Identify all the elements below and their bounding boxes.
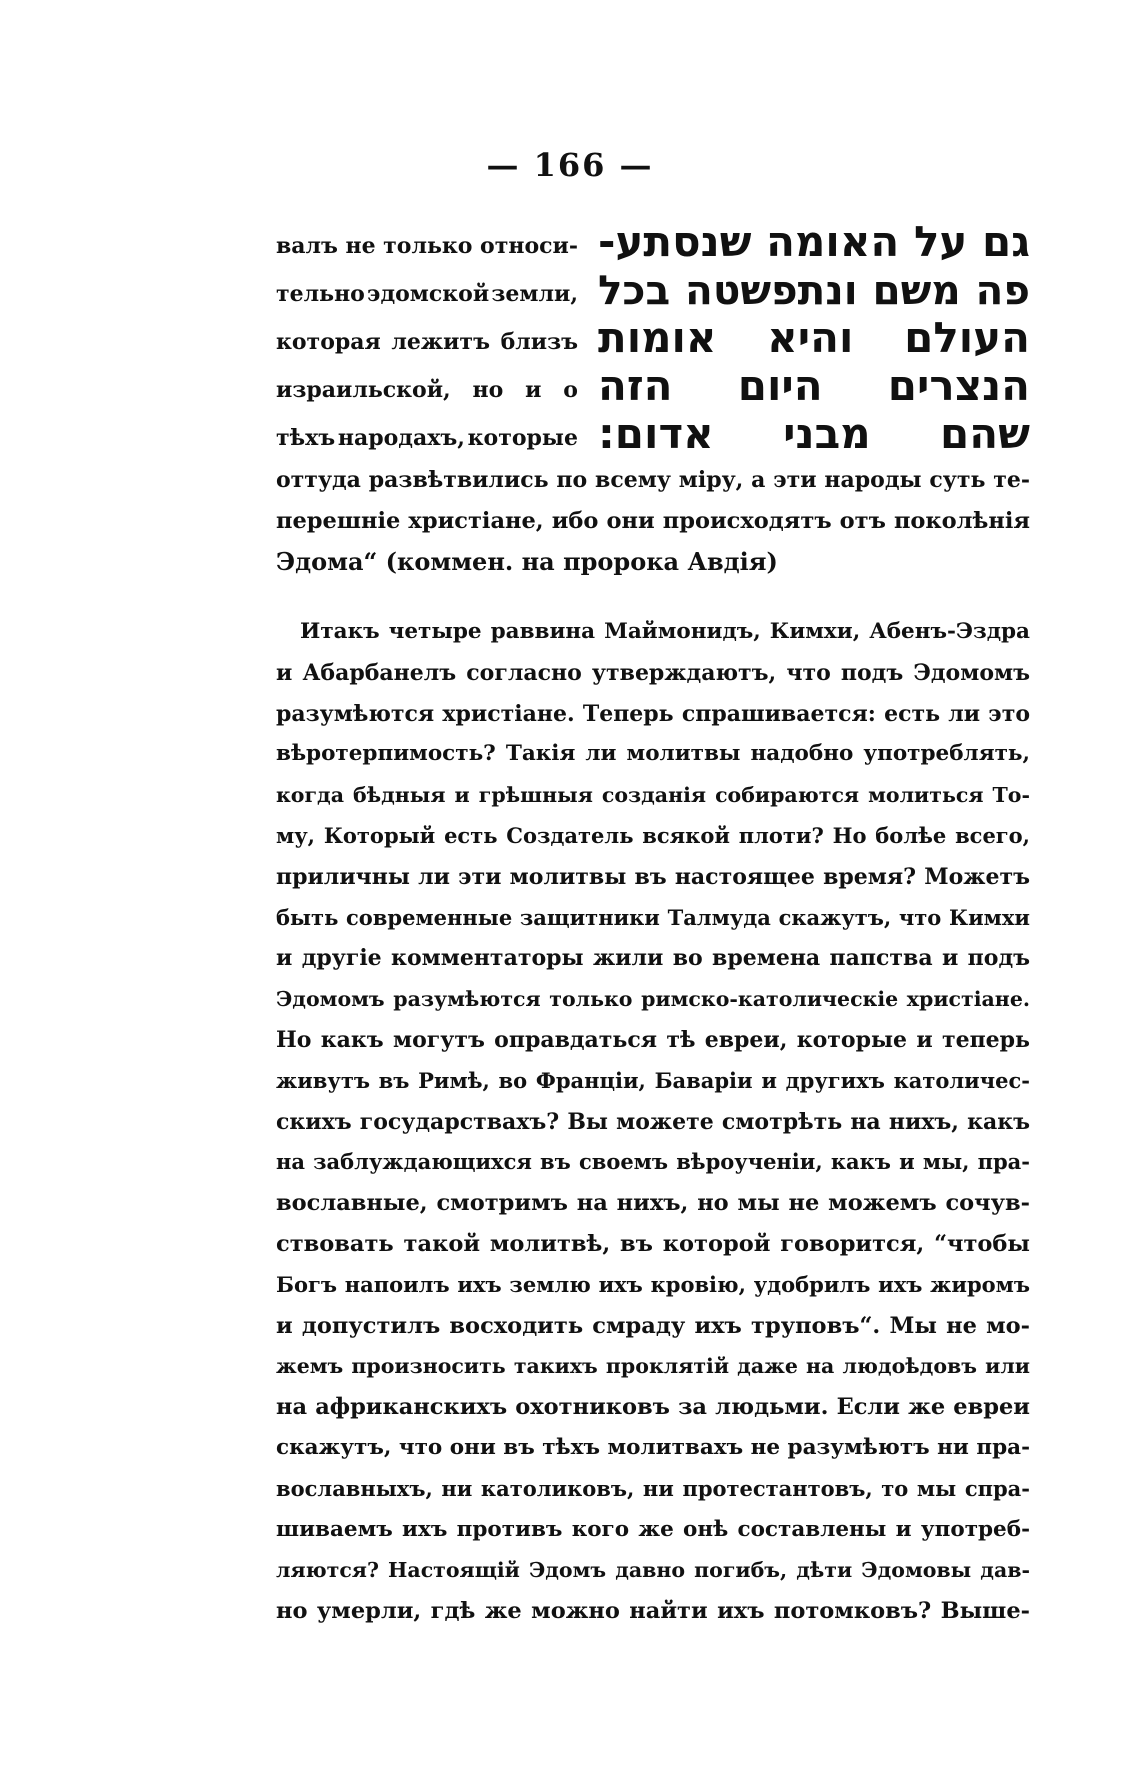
word: лежитъ — [391, 329, 490, 355]
text-line: и другіе комментаторы жили во времена папства и подъ — [276, 945, 1030, 972]
word: народахъ, — [337, 425, 465, 451]
word: которая — [276, 329, 381, 355]
hebrew-line: שהם מבני אדום: — [598, 409, 1030, 458]
hebrew-line: פה משם ונתפשטה בכל — [598, 266, 1030, 314]
left-column-line — [276, 414, 578, 462]
hebrew-quote — [598, 218, 1030, 458]
word: израильской, — [276, 377, 451, 403]
word: но — [472, 377, 504, 403]
word: валъ — [276, 233, 338, 259]
word: тельно — [276, 281, 365, 307]
text-line: на африканскихъ охотниковъ за людьми. Если же евреи — [276, 1394, 1030, 1421]
text-line: ляются? Настоящій Эдомъ давно погибъ, дѣти Эдомовы дав- — [276, 1558, 1030, 1583]
text-line: Эдомомъ разумѣются только римско-католическіе христіане. — [276, 987, 1030, 1012]
word: земли, — [491, 281, 578, 307]
left-column-line — [276, 318, 578, 366]
text-line: Эдома“ (коммен. на пророка Авдія) — [276, 546, 778, 576]
text-line: но умерли, гдѣ же можно найти ихъ потомковъ? Выше- — [276, 1598, 1030, 1625]
word: которые — [467, 425, 578, 451]
word: не — [345, 233, 376, 259]
hebrew-line: העולם והיא אומות — [598, 313, 1030, 362]
text-line: вославныхъ, ни католиковъ, ни протестантовъ, то мы спра- — [276, 1475, 1030, 1501]
left-column-line — [276, 222, 578, 270]
text-line: Богъ напоилъ ихъ землю ихъ кровію, удобрилъ ихъ жиромъ — [276, 1271, 1030, 1297]
text-line: и Абарбанелъ согласно утверждаютъ, что подъ Эдомомъ — [276, 659, 1030, 686]
text-line: жемъ произносить такихъ проклятій даже на людоѣдовъ или — [276, 1354, 1030, 1379]
word: близъ — [500, 329, 578, 355]
word: о — [563, 377, 578, 403]
text-line: приличны ли эти молитвы въ настоящее время? Можетъ — [276, 863, 1030, 890]
text-line: вославные, смотримъ на нихъ, но мы не можемъ сочув- — [276, 1190, 1030, 1217]
text-line: му, Который есть Создатель всякой плоти? Но болѣе всего, — [276, 822, 1030, 848]
text-line: оттуда развѣтвились по всему міру, а эти народы суть те- — [276, 467, 1030, 493]
word: эдомской — [367, 281, 490, 307]
text-line: скажутъ, что они въ тѣхъ молитвахъ не разумѣютъ ни пра- — [276, 1434, 1030, 1460]
text-line: быть современные защитники Талмуда скажутъ, что Кимхи — [276, 904, 1030, 930]
left-column-line — [276, 366, 578, 414]
text-line: шиваемъ ихъ противъ кого же онѣ составлены и употреб- — [276, 1516, 1030, 1542]
text-line: разумѣются христіане. Теперь спрашивается: есть ли это — [276, 700, 1030, 727]
text-line: живутъ въ Римѣ, во Франціи, Баваріи и другихъ католичес- — [276, 1067, 1030, 1093]
left-text-column — [276, 222, 578, 462]
text-line: Итакъ четыре раввина Маймонидъ, Кимхи, Абенъ-Эздра — [300, 619, 1030, 644]
page-number: — 166 — — [486, 146, 654, 184]
text-line: Но какъ могутъ оправдаться тѣ евреи, которые и теперь — [276, 1026, 1030, 1053]
text-line: и допустилъ восходить смраду ихъ труповъ“. Мы не мо- — [276, 1312, 1030, 1339]
text-line: когда бѣдныя и грѣшныя созданія собираются молиться То- — [276, 783, 1030, 808]
word: и — [525, 377, 542, 403]
text-line: вѣротерпимость? Такія ли молитвы надобно употреблять, — [276, 741, 1030, 767]
main-paragraph — [276, 612, 1030, 1632]
text-line: ствовать такой молитвѣ, въ которой говорится, “чтобы — [276, 1230, 1030, 1257]
word: только — [383, 233, 473, 259]
word: относи- — [480, 233, 578, 259]
left-column-line — [276, 270, 578, 318]
hebrew-line: הנצרים היום הזה — [598, 361, 1030, 410]
continuation-paragraph — [276, 460, 1030, 582]
text-line: скихъ государствахъ? Вы можете смотрѣть на нихъ, какъ — [276, 1108, 1030, 1135]
text-line: на заблуждающихся въ своемъ вѣроученіи, какъ и мы, пра- — [276, 1149, 1030, 1175]
text-line: перешніе христіане, ибо они происходятъ отъ поколѣнія — [276, 507, 1030, 534]
hebrew-line: גם על האומה שנסתע- — [598, 217, 1030, 266]
word: тѣхъ — [276, 425, 336, 451]
